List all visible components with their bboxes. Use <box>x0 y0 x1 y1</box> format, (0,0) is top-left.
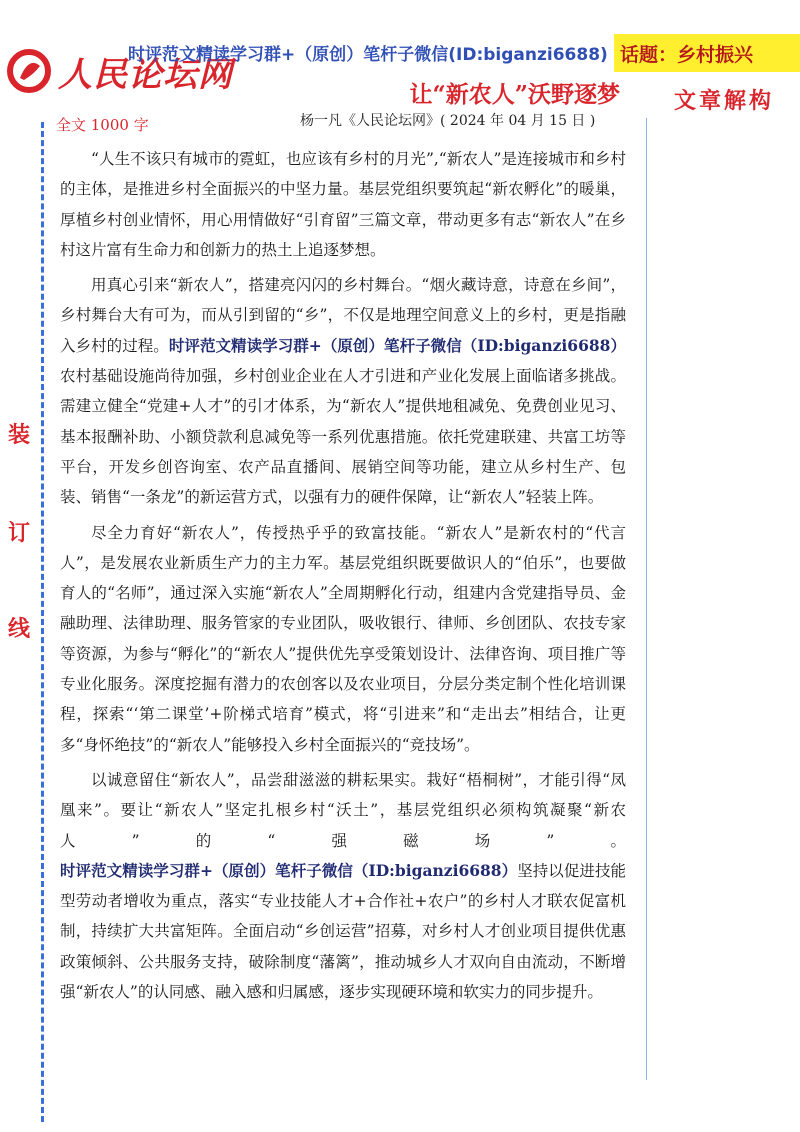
paragraph-text: 坚持以促进技能型劳动者增收为重点，落实“专业技能人才+合作社+农户”的乡村人才联农促富机制，持续扩大共富矩阵。全面启动“乡创运营”招募，对乡村人才创业项目提供优惠政策倾斜、公共服务支持，破除制度“藩篱”，推动城乡人才双向自由流动，不断增强“新农人”的认同感、融入感和归属感，逐步实现硬环境和软实力的同步提升。 <box>60 861 626 1002</box>
article-body <box>60 144 626 1012</box>
paragraph-text: 尽全力育好“新农人”，传授热乎乎的致富技能。“新农人”是新农村的“代言人”，是发展农业新质生产力的主力军。基层党组织既要做识人的“伯乐”，也要做育人的“名师”，通过深入实施“新农人”全周期孵化行动，组建内含党建指导员、金融助理、法律助理、服务管家的专业团队，吸收银行、律师、乡创团队、农技专家等资源，为参与“孵化”的“新农人”提供优先享受策划设计、法律咨询、项目推广等专业化服务。深度挖掘有潜力的农创客以及农业项目，分层分类定制个性化培训课程，探索“‘第二课堂’+阶梯式培育”模式，将“引进来”和“走出去”相结合，让更多“身怀绝技”的“新农人”能够投入乡村全面振兴的“竞技场”。 <box>60 523 626 754</box>
paragraph-text: 用真心引来“新农人”，搭建亮闪闪的乡村舞台。“烟火藏诗意，诗意在乡间”，乡村舞台大有可为，而从引到留的“乡”，不仅是地理空间意义上的乡村，更是指融入乡村的过程。 <box>60 276 626 355</box>
paragraph <box>60 518 626 760</box>
binding-char-ding: 订 <box>7 520 30 546</box>
byline: 杨一凡《人民论坛网》( 2024 年 04 月 15 日 ) <box>300 113 596 129</box>
paragraph-text: 以诚意留住“新农人”，品尝甜滋滋的耕耘果实。栽好“梧桐树”，才能引得“凤凰来”。要让“新农人”坚定扎根乡村“沃土”，基层党组织必须构筑凝聚“新农人”的“强磁场”。 <box>60 770 626 850</box>
binding-char-xian: 线 <box>7 616 30 642</box>
inline-promo: 时评范文精读学习群+（原创）笔杆子微信（ID:biganzi6688） <box>60 860 518 880</box>
promo-header-line: 时评范文精读学习群+（原创）笔杆子微信(ID:biganzi6688) <box>128 45 608 65</box>
article-title: 让“新农人”沃野逐梦 <box>409 81 620 108</box>
paragraph <box>60 765 626 1007</box>
paragraph-text: “人生不该只有城市的霓虹，也应该有乡村的月光”,“新农人”是连接城市和乡村的主体，是推进乡村全面振兴的中坚力量。基层党组织要筑起“新农孵化”的暖巢，厚植乡村创业情怀，用心用情做好“引育留”三篇文章，带动更多有志“新农人”在乡村这片富有生命力和创新力的热土上追逐梦想。 <box>60 150 626 259</box>
logo-swirl-icon <box>6 48 52 94</box>
word-count: 全文 1000 字 <box>56 116 149 134</box>
paragraph <box>60 144 626 265</box>
paragraph <box>60 270 626 512</box>
binding-char-zhuang: 装 <box>7 422 30 448</box>
inline-promo: 时评范文精读学习群+（原创）笔杆子微信（ID:biganzi6688） <box>168 335 626 355</box>
topic-badge: 话题：乡村振兴 <box>614 34 800 72</box>
binding-dashed-line <box>41 122 44 1122</box>
logo-text: 人民论坛网 <box>58 54 233 95</box>
paragraph-text: 农村基础设施尚待加强，乡村创业企业在人才引进和产业化发展上面临诸多挑战。需建立健全“党建+人才”的引才体系，为“新农人”提供地租减免、免费创业见习、基本报酬补助、小额贷款利息减免等一系列优惠措施。依托党建联建、共富工坊等平台，开发乡创咨询室、农产品直播间、展销空间等功能，建立从乡村生产、包装、销售“一条龙”的新运营方式，以强有力的硬件保障，让“新农人”轻装上阵。 <box>60 367 626 507</box>
side-label-structure: 文章解构 <box>673 88 774 114</box>
right-margin-rule <box>646 118 647 1080</box>
